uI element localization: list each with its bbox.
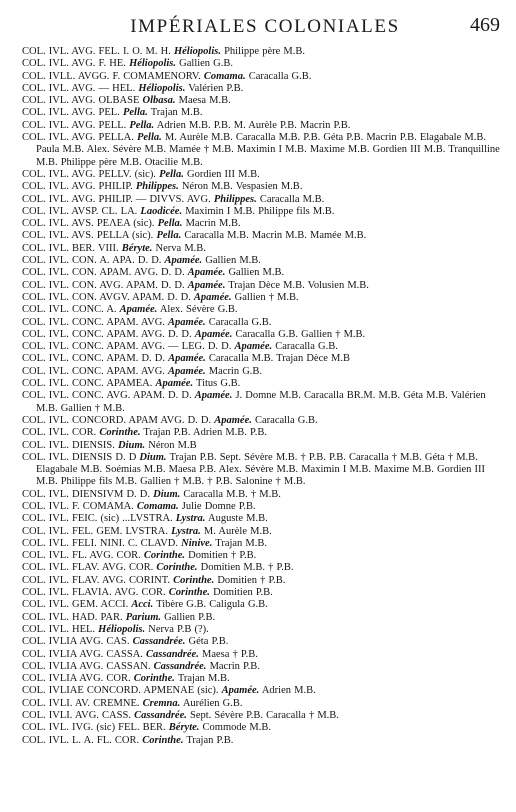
emperors-and-sizes: Caracalla M.B. (259, 193, 325, 205)
coin-legend: COL. IVLIA AVG. CASSA. (22, 648, 143, 660)
legend-entry (22, 440, 508, 452)
city-name: Cassandrée. (153, 660, 207, 672)
legend-entry (22, 206, 508, 218)
legend-entry (22, 710, 508, 722)
legend-entry (22, 120, 508, 132)
page-number: 469 (470, 14, 500, 36)
legend-entry (22, 390, 508, 415)
emperors-and-sizes: Julie Domne P.B. (181, 500, 256, 512)
city-name: Cassandrée. (132, 636, 186, 648)
legend-entry (22, 612, 508, 624)
city-name: Héliopolis. (173, 46, 221, 57)
legend-entry (22, 107, 508, 119)
legend-entry (22, 452, 508, 489)
emperors-and-sizes: Trajan P.B. Adrien M.B. P.B. (143, 427, 267, 439)
city-name: Olbasa. (142, 95, 176, 107)
legend-entry (22, 366, 508, 378)
coin-legend: COL. IVL. CONC. APAM. D. D. (22, 353, 166, 365)
emperors-and-sizes: Néron M.B. Vespasien M.B. (181, 181, 303, 193)
emperors-and-sizes: Caracalla G.B. (275, 341, 338, 353)
legend-entry (22, 218, 508, 230)
emperors-and-sizes: Gallien M.B. (205, 255, 261, 267)
legend-entry (22, 538, 508, 550)
coin-legend: COL. IVL. AVG. PELLA. (22, 132, 134, 144)
coin-legend: COL. IVL. DIENSIS. (22, 439, 115, 451)
coin-legend: COL. IVLIA AVG. CASSAN. (22, 660, 151, 672)
legend-entry (22, 83, 508, 95)
emperors-and-sizes: Sept. Sévère P.B. Caracalla † M.B. (190, 710, 339, 722)
city-name: Lystra. (171, 525, 201, 537)
legend-entry (22, 599, 508, 611)
city-name: Béryte. (168, 722, 200, 734)
city-name: Héliopolis. (98, 623, 146, 635)
city-name: Corinthe. (99, 427, 141, 439)
city-name: Apamée. (168, 353, 206, 365)
city-name: Apamée. (234, 341, 273, 353)
emperors-and-sizes: Nerva M.B. (155, 242, 206, 254)
city-name: Acci. (131, 599, 154, 611)
city-name: Apamée. (168, 316, 206, 328)
legend-entry (22, 243, 508, 255)
coin-legend: COL. IVLIAE CONCORD. APMENAE (sic). (22, 685, 219, 697)
emperors-and-sizes: Philippe père M.B. (224, 46, 305, 57)
coin-legend: COL. IVL. BER. VIII. (22, 242, 119, 254)
emperors-and-sizes: Trajan M.B. (177, 673, 230, 685)
emperors-and-sizes: Titus G.B. (196, 378, 241, 390)
city-name: Comama. (136, 500, 179, 512)
legend-entry (22, 58, 508, 70)
legend-entry (22, 636, 508, 648)
city-name: Lystra. (175, 513, 206, 525)
emperors-and-sizes: Trajan Dèce M.B. Volusien M.B. (228, 279, 369, 291)
coin-legend: COL. IVL. DIENSIS D. D (22, 451, 137, 463)
legend-entry (22, 722, 508, 734)
coin-legend: COL. IVL. CONC. A. (22, 304, 117, 316)
city-name: Cassandrée. (134, 710, 187, 722)
city-name: Corinthe. (168, 587, 210, 599)
page-title: IMPÉRIALES COLONIALES (130, 16, 400, 37)
legend-entry (22, 562, 508, 574)
city-name: Pella. (136, 132, 162, 144)
city-name: Corinthe. (143, 550, 186, 562)
city-name: Parium. (125, 611, 162, 623)
coin-legend: COL. IVL. AVG. PELLV. (sic). (22, 168, 156, 180)
legend-entry (22, 427, 508, 439)
city-name: Ninive. (181, 537, 213, 549)
coin-legend: COL. IVLI. AVG. CASS. (22, 710, 131, 722)
emperors-and-sizes: Caracalla M.B. † M.B. (183, 488, 281, 500)
emperors-and-sizes: Adrien M.B. (261, 685, 316, 697)
city-name: Corinthe. (142, 734, 184, 746)
city-name: Comama. (203, 70, 246, 82)
city-name: Apamée. (194, 390, 233, 402)
city-name: Apamée. (221, 685, 260, 697)
legend-entry (22, 624, 508, 636)
emperors-and-sizes: Domitien † P.B. (217, 574, 286, 586)
emperors-and-sizes: Domitien † P.B. (188, 550, 257, 562)
city-name: Pella. (122, 107, 148, 119)
city-name: Dium. (153, 488, 181, 500)
emperors-and-sizes: Maesa M.B. (178, 95, 231, 107)
coin-legend: COL. IVL. FLAVIA. AVG. COR. (22, 587, 166, 599)
coin-legend: COL. IVL. AVG. PHILIP. — DIVVS. AVG. (22, 193, 211, 205)
emperors-and-sizes: Néron M.B (148, 439, 197, 451)
emperors-and-sizes: Macrin M.B. (185, 218, 241, 230)
city-name: Cassandrée. (146, 648, 199, 660)
emperors-and-sizes: Alex. Sévère G.B. (159, 304, 238, 316)
coin-legend: COL. IVLI. AV. CREMNE. (22, 697, 140, 709)
legend-entry (22, 501, 508, 513)
coin-legend: COL. IVL. CONC. APAM. AVG. D. D. (22, 328, 192, 340)
coin-legend: COL. IVL. AVG. — HEL. (22, 82, 136, 94)
emperors-and-sizes: Gordien III M.B. (186, 168, 260, 180)
city-name: Corinthe. (133, 673, 175, 685)
city-name: Philippes. (213, 193, 257, 205)
legend-entry (22, 280, 508, 292)
legend-entry (22, 181, 508, 193)
coin-legend: COL. IVL. CON. A. APA. D. D. (22, 255, 162, 267)
emperors-and-sizes: J. Domne M.B. Caracalla BR.M. M.B. Géta M.B. Valérien M.B. Gallien † M.B. (36, 390, 486, 414)
coin-legend: COL. IVLL. AVGG. F. COMAMENORV. (22, 70, 201, 82)
city-name: Apamée. (187, 267, 226, 279)
city-name: Pella. (159, 168, 184, 180)
coin-legend: COL. IVL. FELI. NINI. C. CLAVD. (22, 537, 179, 549)
legend-entry (22, 513, 508, 525)
legend-entry (22, 267, 508, 279)
emperors-and-sizes: Caracalla G.B. (208, 316, 272, 328)
emperors-and-sizes: Gallien M.B. (228, 267, 285, 279)
legend-entry (22, 329, 508, 341)
city-name: Corinthe. (156, 562, 198, 574)
city-name: Philippes. (135, 181, 179, 193)
coin-legend: COL. IVL. AVS. PEΛEA (sic). (22, 218, 155, 230)
emperors-and-sizes: Nerva P.B (?). (148, 623, 209, 635)
legend-entry (22, 95, 508, 107)
emperors-and-sizes: Caracalla G.B. (255, 414, 318, 426)
coin-legend: COL. IVL. AVG. PHILIP. (22, 181, 133, 193)
coin-legend: COL. IVL. IVG. (sic) FEL. BER. (22, 722, 166, 734)
coin-legend: COL. IVLIA AVG. CAS. (22, 636, 130, 648)
city-name: Pella. (129, 119, 155, 131)
emperors-and-sizes: Gallien G.B. (179, 58, 234, 70)
emperors-and-sizes: Caracalla M.B. Trajan Dèce M.B (208, 353, 350, 365)
emperors-and-sizes: Trajan M.B. (215, 537, 268, 549)
coin-legend: COL. IVL. CON. APAM. AVG. D. D. (22, 267, 185, 279)
emperors-and-sizes: Maximin I M.B. Philippe fils M.B. (185, 205, 335, 217)
city-name: Apamée. (193, 291, 232, 303)
city-name: Apamée. (119, 304, 158, 316)
coin-legend: COL. IVL. CON. AVG. APAM. D. D. (22, 279, 185, 291)
coin-legend: COL. IVL. CONC. APAM. AVG. (22, 365, 165, 377)
emperors-and-sizes: Trajan P.B. (186, 734, 234, 746)
emperors-and-sizes: Caracalla G.B. (248, 70, 312, 82)
emperors-and-sizes: Commode M.B. (202, 722, 271, 734)
coin-legend: COL. IVL. DIENSIVM D. D. (22, 488, 150, 500)
city-name: Pella. (157, 218, 183, 230)
emperors-and-sizes: Valérien P.B. (188, 82, 244, 94)
emperors-and-sizes: M. Aurèle M.B. Caracalla M.B. P.B. Géta P.B. Macrin P.B. Elagabale M.B. Paula M.B. Alex. Sévère M.B. Mamée † M.B. Maximin I M.B. Maxime M.B. Gordien III M.B. Tranquilline M.B. Philippe père M.B. Otacilie M.B. (36, 132, 500, 168)
legend-entry (22, 341, 508, 353)
emperors-and-sizes: Aurélien G.B. (182, 697, 243, 709)
city-name: Béryte. (121, 242, 153, 254)
coin-legend: COL. IVL. F. COMAMA. (22, 500, 134, 512)
city-name: Héliopolis. (129, 58, 177, 70)
legend-entry (22, 353, 508, 365)
coin-legend: COL. IVL. FLAV. AVG. CORINT. (22, 574, 170, 586)
emperors-and-sizes: Gallien † M.B. (234, 291, 299, 303)
legend-entry (22, 230, 508, 242)
coin-legend: COL. IVL. CONC. APAM. AVG. — LEG. D. D. (22, 341, 232, 353)
emperors-and-sizes: Domitien M.B. † P.B. (200, 562, 294, 574)
legend-entry (22, 194, 508, 206)
city-name: Apamée. (164, 255, 203, 267)
emperors-and-sizes: Tibère G.B. Caligula G.B. (156, 599, 268, 611)
legend-entry (22, 587, 508, 599)
legend-entry (22, 735, 508, 747)
coin-legend: COL. IVL. HEL. (22, 623, 96, 635)
emperors-and-sizes: Adrien M.B. P.B. M. Aurèle P.B. Macrin P.B. (156, 119, 351, 131)
coin-legend-list (22, 46, 508, 747)
city-name: Apamée. (168, 365, 206, 377)
city-name: Apamée. (194, 328, 233, 340)
coin-legend: COL. IVL. AVG. OLBASE (22, 95, 140, 107)
legend-entry (22, 71, 508, 83)
emperors-and-sizes: Macrin P.B. (209, 660, 260, 672)
coin-legend: COL. IVL. COR. (22, 427, 97, 439)
legend-entry (22, 46, 508, 58)
coin-legend: COL. IVL. FEL. GEM. LVSTRA. (22, 525, 168, 537)
emperors-and-sizes: Macrin G.B. (208, 365, 263, 377)
page-header (22, 10, 508, 46)
emperors-and-sizes: Géta P.B. (188, 636, 229, 648)
coin-legend: COL. IVL. AVG. FEL. I. O. M. H. (22, 46, 171, 57)
coin-legend: COL. IVL. AVS. PELLA (sic). (22, 230, 154, 242)
city-name: Laodicée. (140, 205, 183, 217)
coin-legend: COL. IVLIA AVG. COR. (22, 673, 131, 685)
emperors-and-sizes: Trajan P.B. Sept. Sévère M.B. † P.B. P.B. Caracalla † M.B. Géta † M.B. Elagabale M.B. Soémias M.B. Maesa P.B. Alex. Sévère M.B. Maximin I M.B. Maxime M.B. Gordien III M.B. Philippe fils M.B. Gallien † M.B. † P.B. Salonine † M.B. (36, 451, 486, 488)
legend-entry (22, 526, 508, 538)
coin-legend: COL. IVL. AVG. PELL. (22, 119, 127, 131)
coin-legend: COL. IVL. AVG. PEL. (22, 107, 120, 119)
legend-entry (22, 304, 508, 316)
emperors-and-sizes: Gallien P.B. (164, 611, 216, 623)
emperors-and-sizes: Caracalla M.B. Macrin M.B. Mamée M.B. (184, 230, 367, 242)
coin-legend: COL. IVL. FEIC. (sic) ...LVSTRA. (22, 513, 173, 525)
emperors-and-sizes: Auguste M.B. (207, 513, 268, 525)
coin-legend: COL. IVL. CONC. APAMEA. (22, 378, 153, 390)
city-name: Dium. (118, 439, 146, 451)
legend-entry (22, 575, 508, 587)
coin-legend: COL. IVL. HAD. PAR. (22, 611, 123, 623)
city-name: Pella. (156, 230, 182, 242)
legend-entry (22, 378, 508, 390)
coin-legend: COL. IVL. CONCORD. APAM AVG. D. D. (22, 414, 212, 426)
emperors-and-sizes: Caracalla G.B. Gallien † M.B. (235, 328, 366, 340)
coin-legend: COL. IVL. GEM. ACCI. (22, 599, 129, 611)
legend-entry (22, 661, 508, 673)
legend-entry (22, 698, 508, 710)
emperors-and-sizes: Domitien P.B. (213, 587, 273, 599)
city-name: Apamée. (155, 378, 194, 390)
legend-entry (22, 292, 508, 304)
emperors-and-sizes: Maesa † P.B. (201, 648, 258, 660)
city-name: Apamée. (187, 279, 226, 291)
emperors-and-sizes: Trajan M.B. (150, 107, 203, 119)
legend-entry (22, 255, 508, 267)
coin-legend: COL. IVL. AVG. F. HE. (22, 58, 126, 70)
city-name: Corinthe. (173, 574, 215, 586)
legend-entry (22, 673, 508, 685)
legend-entry (22, 649, 508, 661)
legend-entry (22, 317, 508, 329)
legend-entry (22, 415, 508, 427)
coin-legend: COL. IVL. CONC. APAM. AVG. (22, 316, 165, 328)
city-name: Cremna. (142, 697, 181, 709)
city-name: Héliopolis. (138, 82, 186, 94)
legend-entry (22, 550, 508, 562)
coin-legend: COL. IVL. AVSP. CL. LA. (22, 205, 138, 217)
coin-legend: COL. IVL. FLAV. AVG. COR. (22, 562, 154, 574)
coin-legend: COL. IVL. CONC. AVG. APAM. D. D. (22, 390, 192, 402)
emperors-and-sizes: M. Aurèle M.B. (203, 525, 272, 537)
legend-entry (22, 489, 508, 501)
legend-entry (22, 169, 508, 181)
coin-legend: COL. IVL. FL. AVG. COR. (22, 550, 141, 562)
legend-entry (22, 685, 508, 697)
legend-entry (22, 132, 508, 169)
city-name: Apamée. (214, 414, 252, 426)
coin-legend: COL. IVL. L. A. FL. COR. (22, 734, 140, 746)
coin-legend: COL. IVL. CON. AVGV. APAM. D. D. (22, 291, 191, 303)
city-name: Dium. (139, 451, 167, 463)
